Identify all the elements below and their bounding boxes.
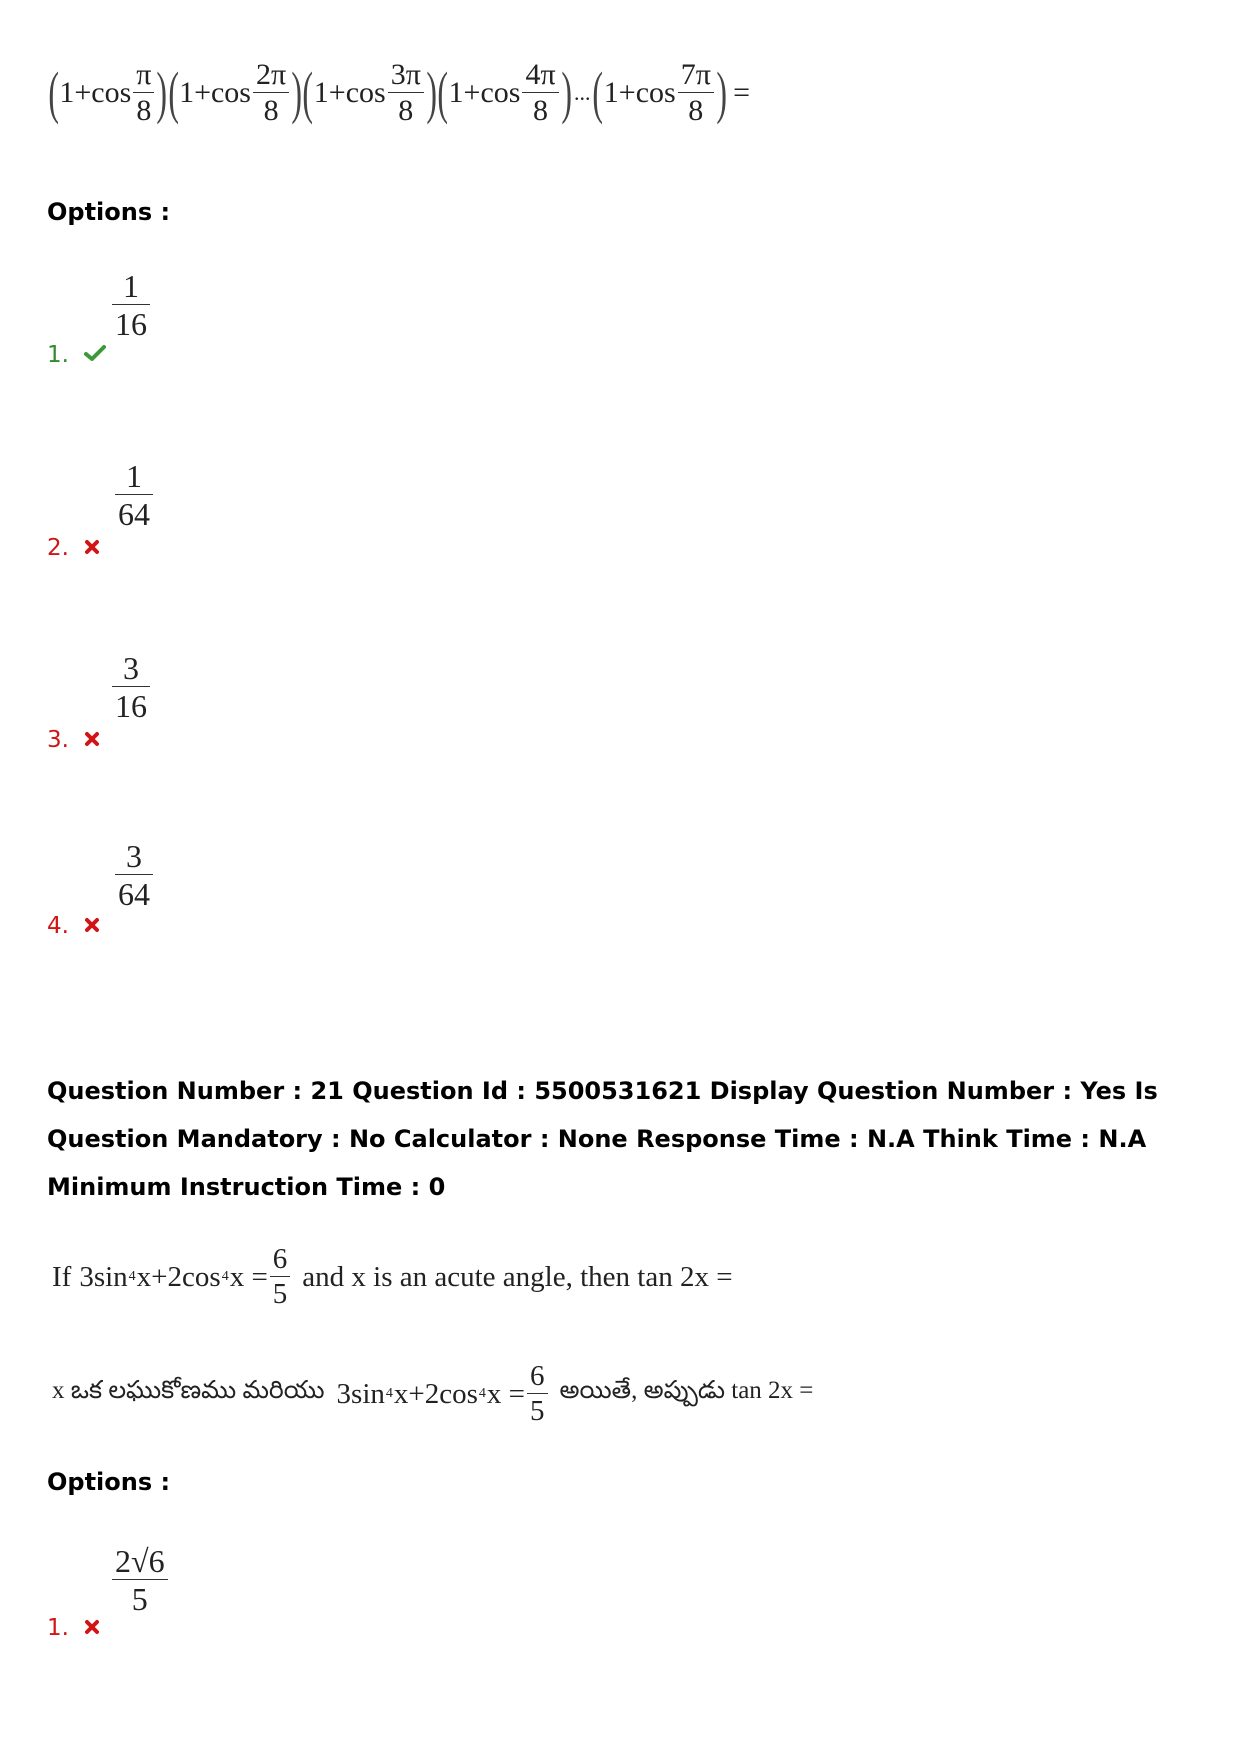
option-number: 1. xyxy=(47,342,106,368)
open-paren: ( xyxy=(168,60,179,125)
term-fn: cos xyxy=(210,76,251,109)
option-number: 3. xyxy=(47,727,100,753)
term-fraction: $\frac{7\pi}{8}$ xyxy=(678,60,714,126)
cross-icon xyxy=(84,917,100,933)
cross-icon xyxy=(84,731,100,747)
check-icon xyxy=(84,344,106,362)
option-number: 1. xyxy=(47,1615,100,1641)
option-number: 4. xyxy=(47,913,100,939)
open-paren: ( xyxy=(302,60,314,125)
close-paren: ) xyxy=(291,60,303,125)
fraction: $\frac{6}{5}$ xyxy=(527,1362,548,1426)
close-paren: ) xyxy=(156,60,168,125)
q20-expression xyxy=(48,60,750,126)
cross-icon xyxy=(84,1619,100,1635)
option-number: 2. xyxy=(47,535,100,561)
question-text-telugu: x ఒక లఘుకోణము మరియు 3sin 4 x+2cos 4 x = $\frac{6}{5}$ అయితే, అప్పుడు tan 2x = xyxy=(52,1360,814,1427)
term-fn: cos xyxy=(480,76,521,109)
term-fraction: $\frac{3\pi}{8}$ xyxy=(388,60,424,126)
term-fn: cos xyxy=(91,76,132,109)
term-lead: 1+ xyxy=(59,76,92,109)
cross-icon xyxy=(84,539,100,555)
option-fraction: 1 16 xyxy=(112,270,150,340)
term-fraction: $\frac{4\pi}{8}$ xyxy=(522,60,558,126)
term-lead: 1+ xyxy=(448,76,481,109)
option-fraction: 3 16 xyxy=(112,652,150,722)
close-paren: ) xyxy=(716,60,727,125)
term-lead: 1+ xyxy=(603,76,636,109)
term-fraction: $\frac{2\pi}{8}$ xyxy=(253,60,289,126)
term-fn: cos xyxy=(635,76,676,109)
options-label: Options : xyxy=(47,1468,171,1496)
term-fn: cos xyxy=(345,76,386,109)
ellipsis: ... xyxy=(573,80,591,105)
option-fraction: 3 64 xyxy=(115,840,153,910)
open-paren: ( xyxy=(48,60,59,125)
equals-sign: = xyxy=(733,76,751,109)
term-fraction: $\frac{\pi}{8}$ xyxy=(133,60,154,126)
close-paren: ) xyxy=(560,60,572,125)
option-fraction: 1 64 xyxy=(115,460,153,530)
question-meta: Question Number : 21 Question Id : 5500531621 Display Question Number : Yes Is Question Mandatory : No Calculator : None Response Time : N.A Think Time : N.A Minimum Instruction Time : 0 xyxy=(47,1077,1158,1201)
term-lead: 1+ xyxy=(179,76,211,109)
term-lead: 1+ xyxy=(313,76,346,109)
open-paren: ( xyxy=(437,60,449,125)
option-fraction: 2√6 5 xyxy=(112,1545,168,1615)
open-paren: ( xyxy=(592,60,604,125)
options-label: Options : xyxy=(47,198,171,226)
question-text-english: If 3sin 4 x+2cos 4 x = $\frac{6}{5}$ and x is an acute angle, then tan 2x = xyxy=(52,1243,733,1310)
close-paren: ) xyxy=(426,60,437,125)
fraction: $\frac{6}{5}$ xyxy=(270,1245,291,1309)
